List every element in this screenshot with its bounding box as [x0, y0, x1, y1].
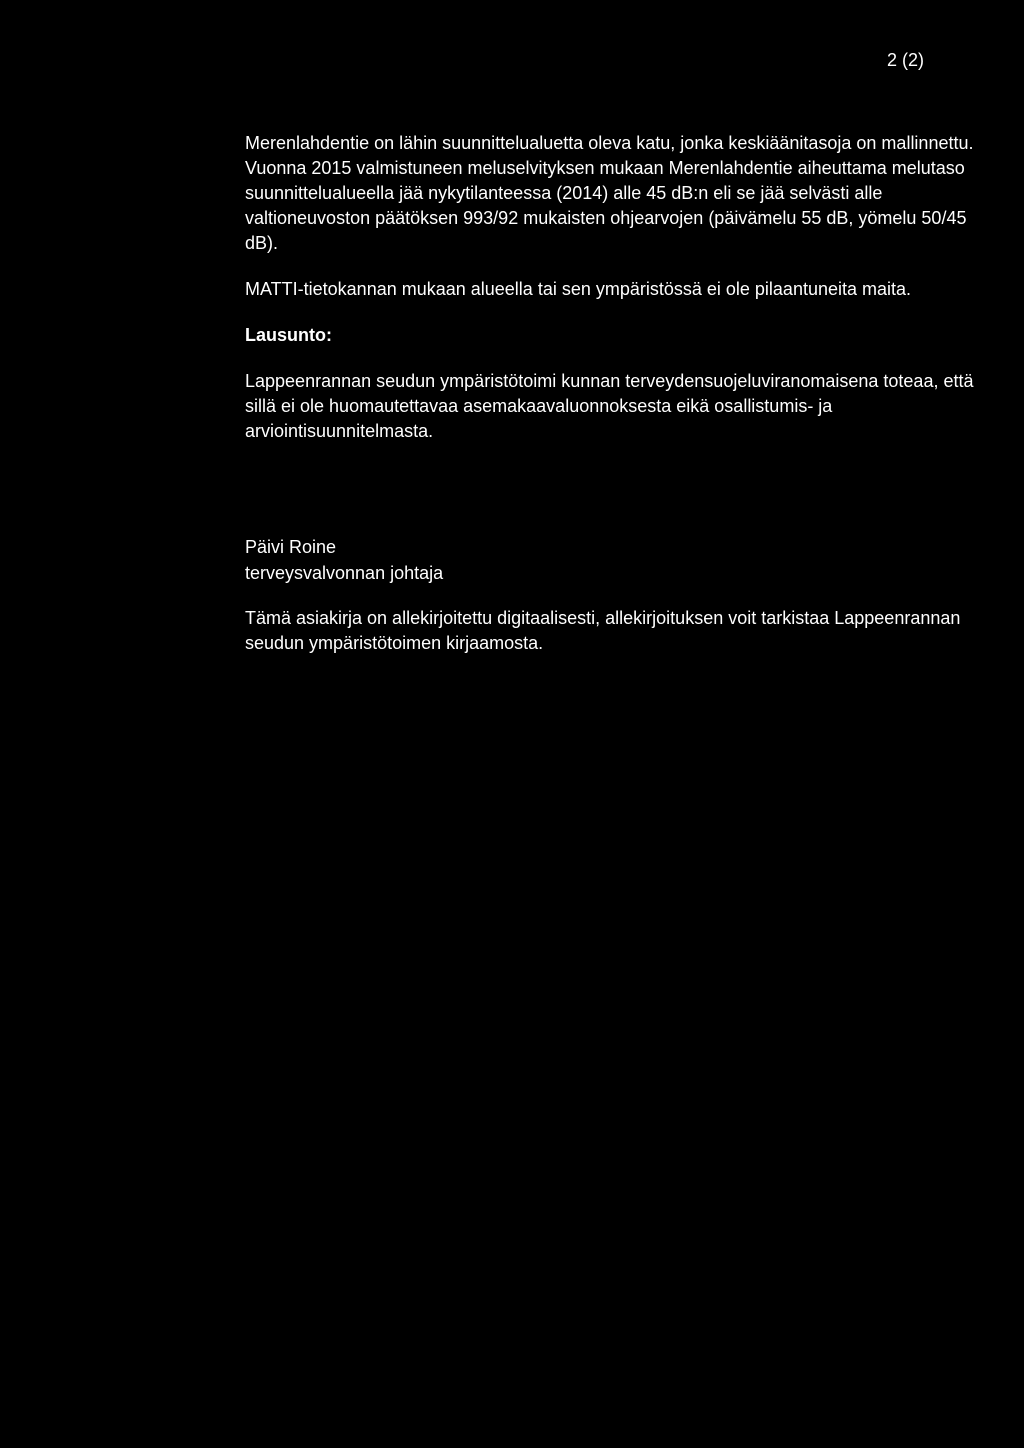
soil-paragraph: MATTI-tietokannan mukaan alueella tai sen ympäristössä ei ole pilaantuneita maita. [245, 279, 912, 299]
noise-paragraph: Merenlahdentie on lähin suunnittelualuetta oleva katu, jonka keskiäänitasoja on mallinnettu. Vuonna 2015 valmistuneen meluselvityksen mukaan Merenlahdentie aiheuttama melutaso suunnittelualueella jää nykytilanteessa (2014) alle 45 dB:n eli se jää selvästi alle valtioneuvoston päätöksen 993/92 mukaisten ohjearvojen (päivämelu 55 dB, yömelu 50/45 dB). [245, 133, 974, 253]
digital-signature-note: Tämä asiakirja on allekirjoitettu digitaalisesti, allekirjoituksen voit tarkistaa Lappeenrannan seudun ympäristötoimen kirjaamosta. [245, 608, 961, 653]
signer-name: Päivi Roine [245, 537, 337, 557]
statement-heading: Lausunto: [245, 325, 332, 345]
statement-paragraph: Lappeenrannan seudun ympäristötoimi kunnan terveydensuojeluviranomaisena toteaa, että sillä ei ole huomautettavaa asemakaavaluonnoksesta eikä osallistumis- ja arviointisuunnitelmasta. [245, 371, 974, 441]
document-body [245, 131, 975, 656]
page-number: 2 (2) [886, 50, 924, 70]
signer-title: terveysvalvonnan johtaja [245, 563, 444, 583]
